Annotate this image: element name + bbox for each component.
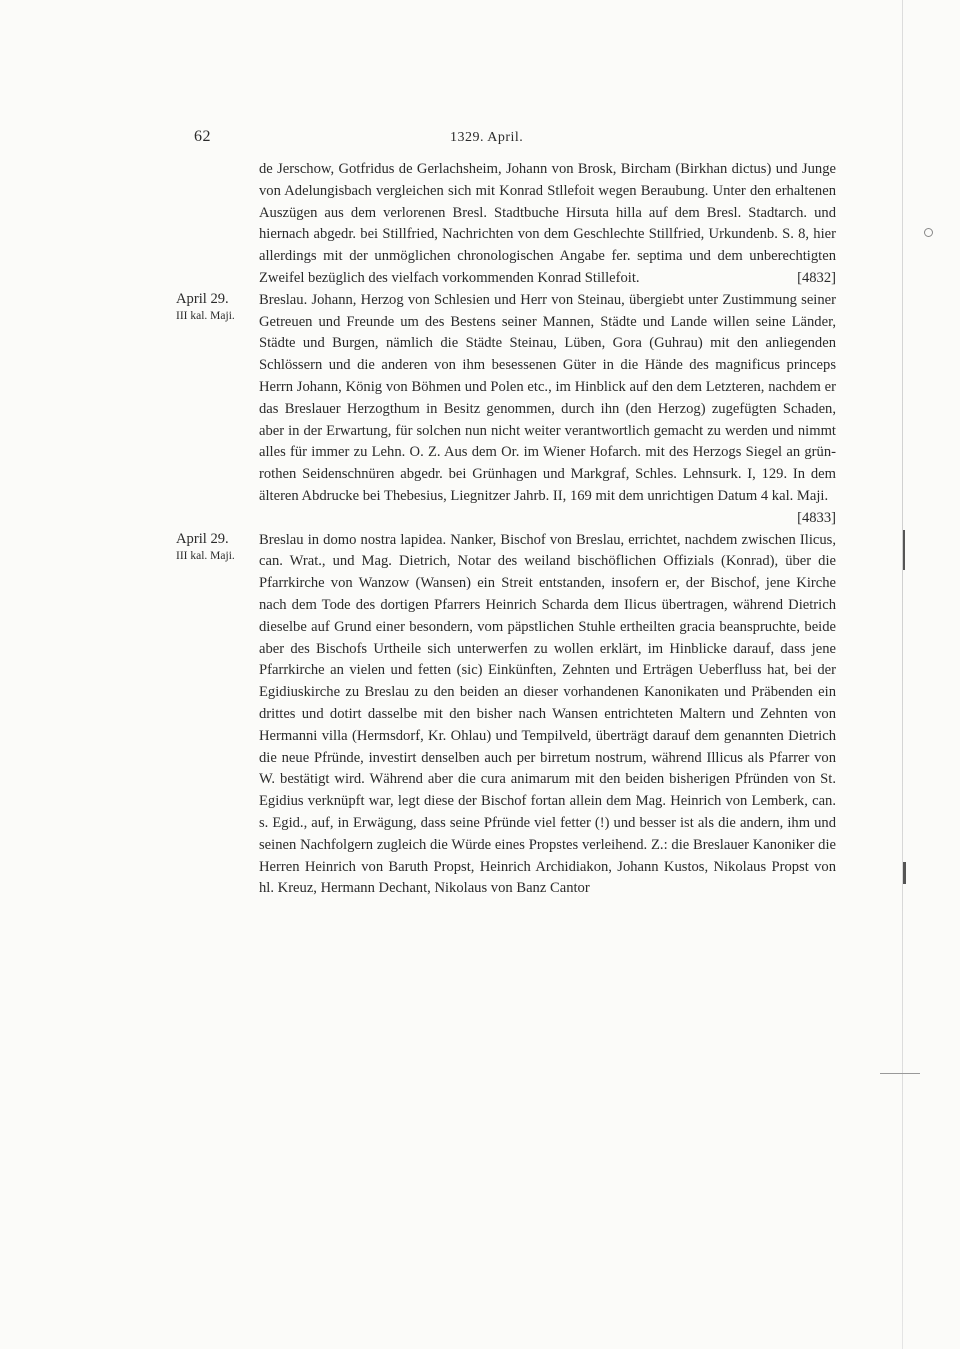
scan-circle-mark — [924, 228, 933, 237]
entry-reference: [4833] — [797, 509, 836, 526]
entry-text: de Jerschow, Gotfridus de Gerlachsheim, Johann von Brosk, Bircham (Birkhan dictus) und Junge von Adelungisbach vergleichen sich mit Konrad Stllefoit wegen Beraubung. Unter den erhaltenen Auszügen aus dem verlorenen Bresl. Stadtbuche Hirsuta hilla auf dem Bresl. Stadtarch. und hiernach abgedr. bei Stillfried, Nachrichten von dem Geschlechte Stillfried, Urkundenb. S. 8, hier allerdings mit der unmöglichen chronologischen Angabe fer. septima und dem unberechtigten Zweifel bezüglich des vielfach vorkommenden Konrad Stillefoit. [4832] — [259, 159, 836, 290]
entry-text: Breslau. Johann, Herzog von Schlesien und Herr von Steinau, übergiebt unter Zustimmung seiner Getreuen und Freunde um des Bestens seiner Mannen, Städte und Lande willen seine Länder, Städte und Burgen, nämlich die Städte Steinau, Lüben, Gora (Guhrau) mit den anliegenden Schlössern und die anderen von ihm besessenen Güter in die Hände des magnificus princeps Herrn Johann, König von Böhmen und Polen etc., im Hinblick auf den dem Letzteren, nachdem er das Breslauer Herzogthum in Besitz genommen, durch ihn (den Herzog) zugefügten Schaden, aber in der Erwartung, für solchen nun nicht weiter verantwortlich gemacht zu werden und nimmt alles für immer zu Lehn. O. Z. Aus dem Or. im Wiener Hofarch. mit des Herzogs Siegel an grün-rothen Seidenschnüren abgedr. bei Grünhagen und Markgraf, Schles. Lehnsurk. I, 129. In dem älteren Abdrucke bei Thebesius, Liegnitzer Jahrb. II, 169 mit dem unrichtigen Datum 4 kal. Maji. [4833] — [259, 290, 836, 508]
scan-edge-mark — [903, 530, 905, 570]
margin-date: April 29. III kal. Maji. — [176, 530, 235, 562]
scan-edge-line — [902, 0, 903, 1349]
entry-4832 — [259, 159, 836, 290]
entry-reference: [4832] — [797, 269, 836, 286]
page-number: 62 — [194, 128, 211, 145]
document-body — [176, 159, 836, 900]
entry-4834 — [176, 530, 836, 901]
entry-4833 — [176, 290, 836, 530]
scan-edge-mark — [880, 1073, 920, 1074]
margin-date: April 29. III kal. Maji. — [176, 290, 235, 322]
entry-text: Breslau in domo nostra lapidea. Nanker, Bischof von Breslau, errichtet, nachdem zwischen Ilicus, can. Wrat., und Mag. Dietrich, Notar des weiland bischöflichen Offizials (Konrad), über die Pfarrkirche von Wanzow (Wansen) ein Streit entstanden, insofern er, der Bischof, jene Kirche nach dem Tode des dortigen Pfarrers Heinrich Scharda dem Ilicus übertragen, während Dietrich dieselbe auf Grund einer besondern, vom päpstlichen Stuhle ertheilten gracia beanspruchte, beide aber des Bischofs Urtheile sich unterwerfen zu wollen erklärt, im Hinblicke darauf, dass jene Pfarrkirche an vielen und fetten (sic) Einkünften, Zehnten und Erträgen Ueberfluss hat, bei der Egidiuskirche zu Breslau zu den beiden an dieser vorhandenen Kanonikaten und Präbenden ein drittes und dotirt dasselbe mit den bisher nach Wansen entrichteten Maltern und Zehnten von Hermanni villa (Hermsdorf, Kr. Ohlau) und Tempilveld, überträgt darauf dem genannten Dietrich die neue Pfründe, investirt denselben auch per birretum nostrum, während Illicus als Pfarrer von W. bestätigt wird. Während aber die cura animarum mit den beiden bisherigen Pfründen von St. Egidius verknüpft war, legt diese der Bischof fortan allein dem Mag. Heinrich von Lemberk, can. s. Egid., auf, in Erwägung, dass seine Pfründe viel fetter (!) und besser ist als die andern, ihm und seinen Nachfolgern zugleich die Würde eines Propstes verleihend. Z.: die Breslauer Kanoniker die Herren Heinrich von Baruth Propst, Heinrich Archidiakon, Johann Kustos, Nikolaus Propst von hl. Kreuz, Hermann Dechant, Nikolaus von Banz Cantor — [259, 531, 836, 897]
running-head: 1329. April. — [450, 130, 524, 145]
scan-edge-mark — [903, 862, 906, 884]
